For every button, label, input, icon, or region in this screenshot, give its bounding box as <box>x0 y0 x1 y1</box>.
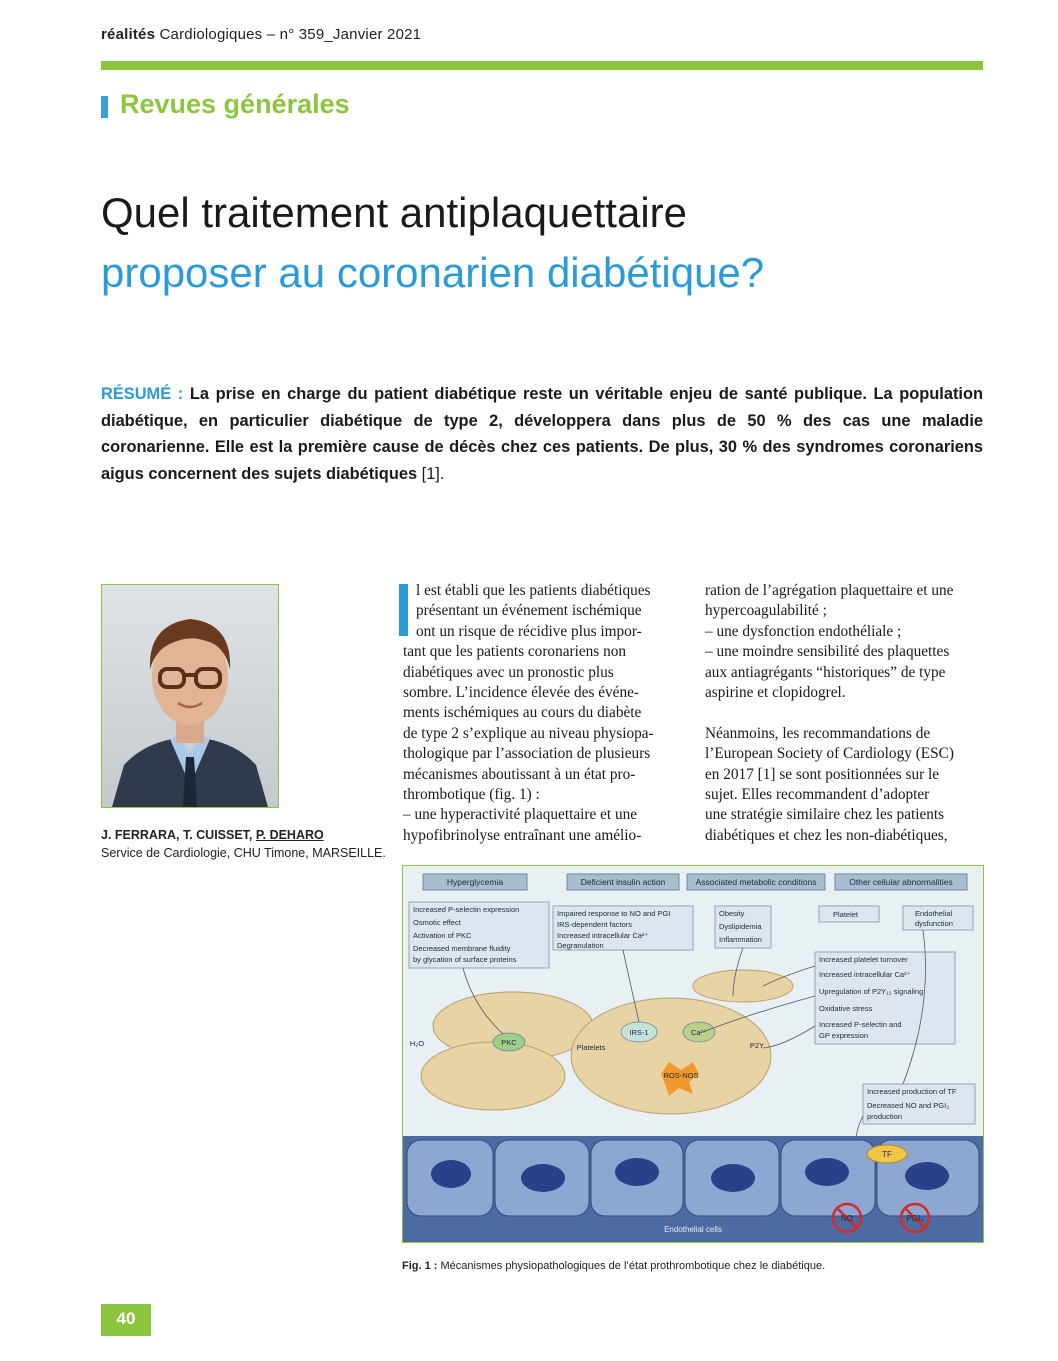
fig-item: Oxidative stress <box>819 1004 873 1013</box>
fig-item: GP expression <box>819 1031 869 1040</box>
fig-item: Increased production of TF <box>867 1087 957 1096</box>
body-line: ont un risque de récidive plus impor- <box>416 622 642 640</box>
fig-item: Dyslipidemia <box>719 922 762 931</box>
abstract-label: RÉSUMÉ : <box>101 385 184 403</box>
figure-caption-label: Fig. 1 : <box>402 1260 438 1272</box>
fig-item: Decreased membrane fluidity <box>413 944 511 953</box>
body-line: tant que les patients coronariens non <box>403 643 627 661</box>
author-names-plain: J. FERRARA, T. CUISSET, <box>101 828 256 842</box>
fig-label-pgi: PGI₂ <box>906 1214 924 1223</box>
fig-item: Increased intracellular Ca²⁺ <box>819 970 911 979</box>
fig-header-hyperglycemia: Hyperglycemia <box>446 877 504 887</box>
body-line: hypercoagulabilité ; <box>705 602 827 620</box>
fig-item: Increased P-selectin and <box>819 1020 902 1029</box>
body-line <box>705 703 985 723</box>
fig-item: by glycation of surface proteins <box>413 955 517 964</box>
body-line: aux antiagrégants “historiques” de type <box>705 663 946 681</box>
fig-item: Inflammation <box>719 935 762 944</box>
author-name-underlined: P. DEHARO <box>255 828 324 842</box>
fig-platelet-shape <box>421 1042 565 1110</box>
abstract-text: La prise en charge du patient diabétique reste un véritable enjeu de santé publique. La population diabétique, en particulier diabétique de type 2, développera dans plus de 50 % des cas une maladie coronarienne. Elle est la première cause de décès chez ces patients. De plus, 30 % des syndromes coronariens aigus concernent des sujets diabétiques <box>101 385 983 483</box>
body-line: – une hyperactivité plaquettaire et une <box>403 806 638 824</box>
fig-label-no: NO <box>841 1214 853 1223</box>
fig-label-irs: IRS-1 <box>629 1028 649 1037</box>
fig-header-cellular: Other cellular abnormalities <box>849 877 953 887</box>
fig-platelet-shape <box>693 970 793 1002</box>
body-line: thrombotique (fig. 1) : <box>403 785 540 803</box>
body-line: de type 2 s’explique au niveau physiopa- <box>403 724 654 742</box>
fig-item: Decreased NO and PGI₂ <box>867 1101 950 1110</box>
fig-item: Increased P-selectin expression <box>413 905 520 914</box>
fig-platelet-label: Platelet <box>833 910 859 919</box>
page-number: 40 <box>116 1309 136 1328</box>
author-names <box>101 828 324 842</box>
body-line: aspirine et clopidogrel. <box>705 683 846 701</box>
journal-header <box>101 26 421 43</box>
fig-item: Increased platelet turnover <box>819 955 908 964</box>
article-title-line2: proposer au coronarien diabétique? <box>101 249 765 296</box>
fig-item: Upregulation of P2Y₁₂ signaling <box>819 987 924 996</box>
body-line: présentant un événement ischémique <box>416 602 642 620</box>
body-column-2 <box>705 581 985 846</box>
fig-item: Increased intracellular Ca²⁺ <box>557 931 649 940</box>
body-line: sujet. Elles recommandent d’adopter <box>705 785 930 803</box>
section-marker <box>101 96 108 118</box>
fig-label-ros: ROS-NOS <box>663 1071 699 1080</box>
fig-platelet-shape <box>571 998 771 1114</box>
body-line: mécanismes aboutissant à un état pro- <box>403 765 636 783</box>
fig-item: Impaired response to NO and PGI <box>557 909 671 918</box>
fig-item: Obesity <box>719 909 745 918</box>
fig-label-ca: Ca²⁺ <box>690 1028 708 1037</box>
body-column-1 <box>403 581 683 846</box>
fig-item: Degranulation <box>557 941 604 950</box>
fig-label-tf: TF <box>882 1150 892 1159</box>
fig-label-platelets: Platelets <box>576 1043 606 1052</box>
abstract <box>101 381 983 487</box>
figure-caption-text: Mécanismes physiopathologiques de l’état prothrombotique chez le diabétique. <box>440 1260 826 1272</box>
figure-1 <box>402 865 984 1243</box>
fig-label-p2y: P2Y <box>749 1041 765 1050</box>
fig-item: IRS-dependent factors <box>557 920 633 929</box>
fig-endothelial-label: dysfunction <box>915 919 953 928</box>
fig-item: Osmotic effect <box>413 918 461 927</box>
journal-name: réalités <box>101 26 156 43</box>
body-line: une stratégie similaire chez les patients <box>705 806 945 824</box>
body-line: l’European Society of Cardiology (ESC) <box>705 745 954 763</box>
body-line: l est établi que les patients diabétiques <box>416 582 651 599</box>
body-line: en 2017 [1] se sont positionnées sur le <box>705 765 940 783</box>
body-line: diabétiques avec un pronostic plus <box>403 663 614 681</box>
body-line: Néanmoins, les recommandations de <box>705 724 931 742</box>
fig-item: production <box>867 1112 903 1121</box>
journal-issue: Cardiologiques – n° 359_Janvier 2021 <box>159 26 422 43</box>
fig-item: Activation of PKC <box>413 931 472 940</box>
author-affiliation: Service de Cardiologie, CHU Timone, MARSEILLE. <box>101 846 386 860</box>
author-photo <box>101 584 279 808</box>
fig-label-h2o: H₂O <box>409 1039 425 1048</box>
figure-caption <box>402 1260 825 1272</box>
abstract-ref: [1]. <box>421 464 445 483</box>
article-title-line1: Quel traitement antiplaquettaire <box>101 189 688 236</box>
section-title: Revues générales <box>120 89 350 119</box>
body-line: ration de l’agrégation plaquettaire et une <box>705 582 954 599</box>
fig-header-metabolic: Associated metabolic conditions <box>695 877 817 887</box>
header-rule <box>101 61 983 70</box>
body-line: hypofibrinolyse entraînant une amélio- <box>403 826 642 844</box>
body-line: – une dysfonction endothéliale ; <box>705 622 902 640</box>
body-line: sombre. L’incidence élevée des événe- <box>403 683 639 701</box>
body-line: thologique par l’association de plusieurs <box>403 745 651 763</box>
body-line: ments ischémiques au cours du diabète <box>403 704 642 722</box>
fig-header-insulin: Deficient insulin action <box>580 877 666 887</box>
fig-endothelial-label: Endothelial <box>915 909 953 918</box>
fig-label-pkc: PKC <box>501 1038 517 1047</box>
fig-label-endothelial-cells: Endothelial cells <box>664 1225 722 1234</box>
body-line: diabétiques et chez les non-diabétiques, <box>705 826 948 844</box>
body-line: – une moindre sensibilité des plaquettes <box>705 643 950 661</box>
